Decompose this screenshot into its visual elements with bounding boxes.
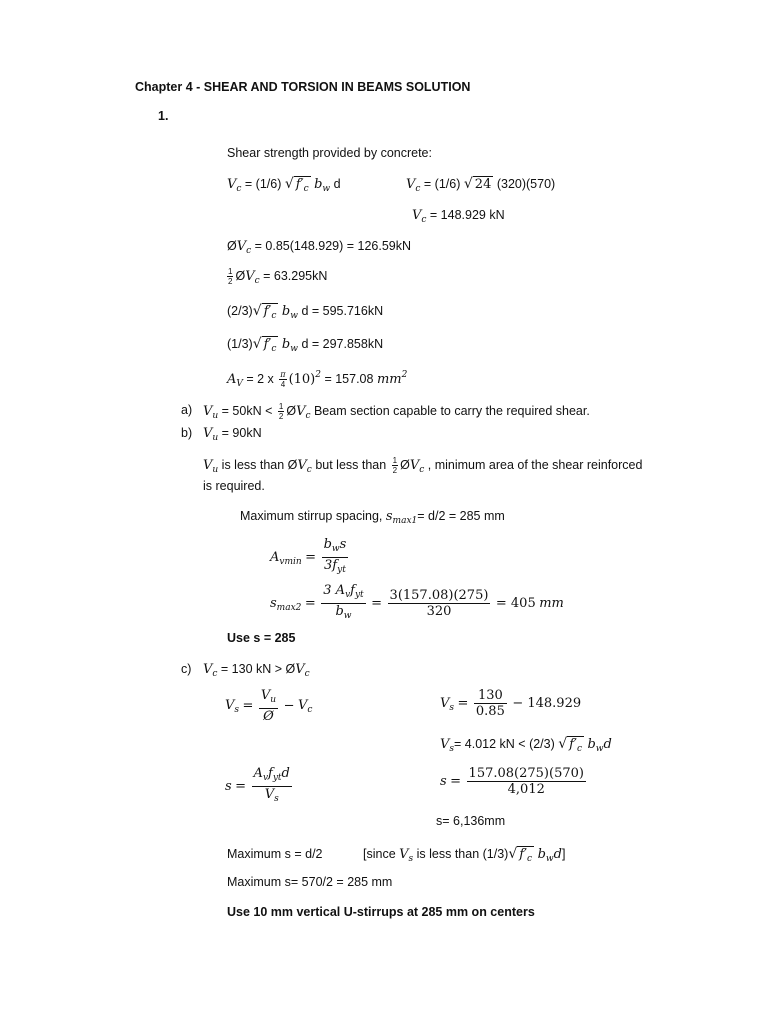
conclusion: Use 10 mm vertical U-stirrups at 285 mm on centers (227, 905, 535, 919)
vs-check: $V_s= 4.012$ kN < (2/3) √ $f'_c$ $b_wd$ (440, 736, 612, 754)
max-s-since: [since $V_s$ is less than (1/3)√ $f'_c$ $b_wd$] (363, 846, 566, 864)
vc-formula: $V_c = (1/6)$ √ $f'_c$ $b_w$ d (227, 176, 341, 194)
s-value: s= 6,136mm (436, 814, 506, 828)
vs-substitution: $V_s$ = $\frac{130}{0.85}$ − 148.929 (440, 688, 582, 719)
vc-result: $V_c = 148.929$ kN (412, 208, 505, 225)
use-s-line: Use s = 285 (227, 631, 296, 645)
phi-vc-line: $ØV_c = 0.85(148.929) = 126.59kN$ (227, 239, 412, 256)
s-substitution: s = $\frac{157.08(275)(570)}{4,012}$ (440, 766, 584, 797)
two-thirds-line: (2/3)√ $f'_c$ $b_w$ d = 595.716kN (227, 303, 384, 321)
case-c-line: $V_c = 130$ kN > $ØV_c$ (203, 662, 310, 679)
case-b-line: $V_u = 90kN$ (203, 426, 262, 443)
case-b-text-1: $V_u$ is less than $ØV_c$ but less than $\frac{1}{2}$ $ØV_c$ , minimum area of the shear reinforced (203, 456, 643, 475)
max-s-line: Maximum s = d/2 (227, 847, 323, 861)
vc-substitution: $V_c = (1/6)$ √ 24 (320)(570) (406, 176, 556, 194)
case-a-label: a) (181, 403, 193, 417)
case-b-text-2: is required. (203, 479, 265, 493)
avmin-formula: $A_{vmin}$ = $\frac{b_ws}{3f_{yt}}$ (270, 537, 347, 575)
smax2-formula: $s_{max2}$ = $\frac{3 A_vf_{yt}}{b_w}$ = $\frac{3(157.08)(275)}{320}$ = 405 mm (270, 583, 564, 621)
s-formula: s = $\frac{A_vf_{yt}d}{V_s}$ (225, 766, 290, 804)
av-line: $A_V = 2$ x $\frac{\pi}{4}$ $(10)^2 = 157.08$ $mm^2$ (227, 370, 408, 390)
problem-number: 1. (158, 109, 169, 123)
one-third-line: (1/3)√ $f'_c$ $b_w$ d = 297.858kN (227, 336, 384, 354)
max-s-value: Maximum s= 570/2 = 285 mm (227, 875, 393, 889)
case-a-line: $V_u = 50kN$ < $\frac{1}{2}$ $ØV_c$ Beam section capable to carry the required shear. (203, 402, 590, 421)
half-phi-vc-line: $\frac{1}{2}$ $ØV_c = 63.295kN$ (228, 267, 328, 286)
case-c-label: c) (181, 662, 192, 676)
document-title: Chapter 4 - SHEAR AND TORSION IN BEAMS SOLUTION (135, 80, 471, 94)
concrete-heading: Shear strength provided by concrete: (227, 146, 432, 160)
case-b-label: b) (181, 426, 193, 440)
vs-formula: $V_s$ = $\frac{V_u}{Ø}$ − $V_c$ (225, 688, 313, 724)
smax1-line: Maximum stirrup spacing, $s_{max1}= d/2 = 285$ mm (240, 509, 505, 526)
